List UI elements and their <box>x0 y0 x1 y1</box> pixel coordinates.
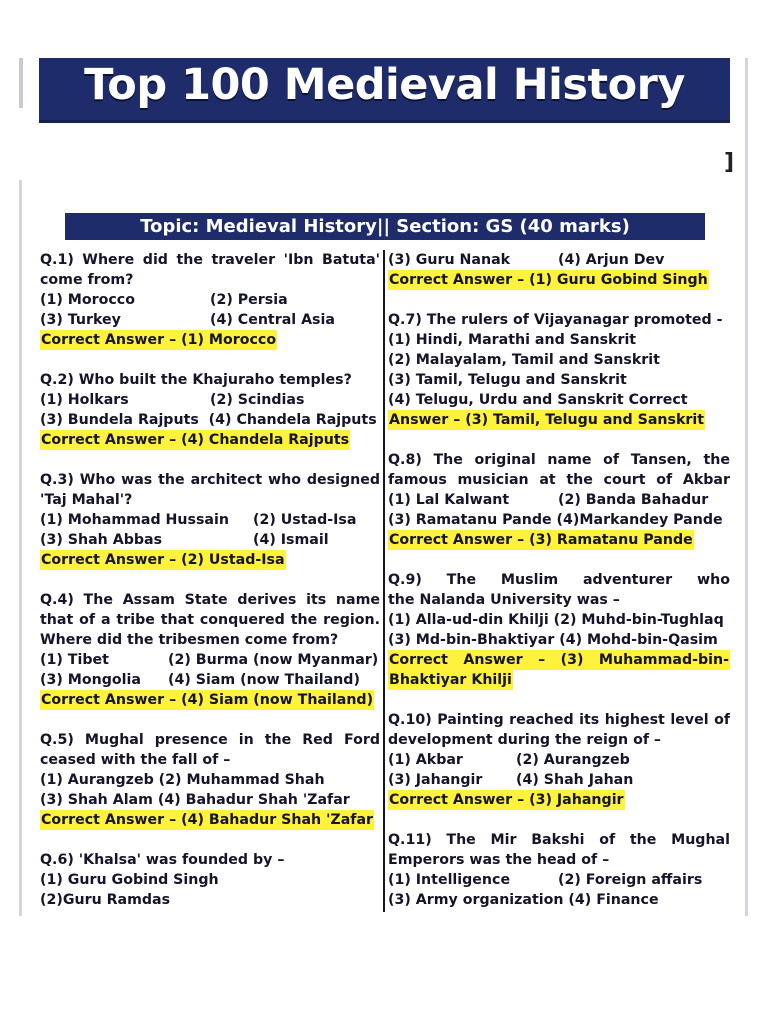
q1-options-row1 <box>40 290 380 310</box>
q10-option-4: (4) Shah Jahan <box>516 772 634 788</box>
q10-options-row2 <box>388 770 730 790</box>
q8-text: Q.8) The original name of Tansen, the <box>388 452 730 468</box>
q11-option-2: (2) Foreign affairs <box>558 872 703 888</box>
q8-options-row1 <box>388 490 730 510</box>
q11-options-row1 <box>388 870 730 890</box>
q7-option-2: (2) Malayalam, Tamil and Sanskrit <box>388 352 660 368</box>
q5-answer: Correct Answer – (4) Bahadur Shah 'Zafar <box>41 812 374 828</box>
q4-text-cont2: Where did the tribesmen come from? <box>40 632 339 648</box>
page-edge-right <box>745 58 748 916</box>
q6-option-3: (3) Guru Nanak <box>388 252 511 268</box>
q10-option-2: (2) Aurangzeb <box>516 752 630 768</box>
title-banner <box>39 58 730 123</box>
q1-answer-row <box>40 330 380 350</box>
q8-answer: Correct Answer – (3) Ramatanu Pande <box>389 532 693 548</box>
q3-option-3: (3) Shah Abbas <box>40 532 163 548</box>
q7-answer: Answer – (3) Tamil, Telugu and Sanskrit <box>389 412 705 428</box>
q4-option-3: (3) Mongolia <box>40 672 141 688</box>
q6-answer-row <box>388 270 730 290</box>
q5-options-row1: (1) Aurangzeb (2) Muhammad Shah <box>40 772 325 788</box>
question-content <box>38 250 730 914</box>
q1-option-1: (1) Morocco <box>40 292 135 308</box>
q4-answer-row <box>40 690 380 710</box>
q4-option-2: (2) Burma (now Myanmar) <box>168 652 379 668</box>
q9-answer-cont: Bhaktiyar Khilji <box>389 672 512 688</box>
q5-text: Q.5) Mughal presence in the Red Ford <box>40 732 380 748</box>
q11-text: Q.11) The Mir Bakshi of the Mughal <box>388 832 730 848</box>
q10-option-1: (1) Akbar <box>388 752 463 768</box>
q7-option-4: (4) Telugu, Urdu and Sanskrit Correct <box>388 392 688 408</box>
q1-options-row2 <box>40 310 380 330</box>
q6-text: Q.6) 'Khalsa' was founded by – <box>40 852 285 868</box>
q6-option-1: (1) Guru Gobind Singh <box>40 872 219 888</box>
q10-options-row1 <box>388 750 730 770</box>
q9-options-row1: (1) Alla-ud-din Khilji (2) Muhd-bin-Tughlaq <box>388 612 724 628</box>
q1-option-4: (4) Central Asia <box>210 312 335 328</box>
q11-options-row2: (3) Army organization (4) Finance <box>388 892 659 908</box>
q6-option-4: (4) Arjun Dev <box>558 252 665 268</box>
q3-text-cont: 'Taj Mahal'? <box>40 492 133 508</box>
q9-answer-row2 <box>388 670 730 690</box>
q6-option-2: (2)Guru Ramdas <box>40 892 171 908</box>
stray-mark: ] <box>724 150 735 175</box>
q4-option-4: (4) Siam (now Thailand) <box>168 672 360 688</box>
q3-answer-row <box>40 550 380 570</box>
page-edge-left-lower <box>19 180 22 916</box>
q7-option-1: (1) Hindi, Marathi and Sanskrit <box>388 332 637 348</box>
q7-answer-row <box>388 410 730 430</box>
q4-text-cont: that of a tribe that conquered the region. <box>40 612 380 628</box>
q10-answer-row <box>388 790 730 810</box>
page-title: Top 100 Medieval History <box>84 60 685 110</box>
q2-answer: Correct Answer – (4) Chandela Rajputs <box>41 432 350 448</box>
q11-text-cont: Emperors was the head of – <box>388 852 610 868</box>
q5-text-cont: ceased with the fall of – <box>40 752 231 768</box>
q2-text: Q.2) Who built the Khajuraho temples? <box>40 372 352 388</box>
q9-answer: Correct Answer – (3) Muhammad-bin- <box>389 652 729 668</box>
q1-text-cont: come from? <box>40 272 134 288</box>
q4-text: Q.4) The Assam State derives its name <box>40 592 380 608</box>
q8-options-row2: (3) Ramatanu Pande (4)Markandey Pande <box>388 512 723 528</box>
q11-option-1: (1) Intelligence <box>388 872 511 888</box>
q7-option-3: (3) Tamil, Telugu and Sanskrit <box>388 372 627 388</box>
q2-options-row1 <box>40 390 380 410</box>
q5-options-row2: (3) Shah Alam (4) Bahadur Shah 'Zafar <box>40 792 350 808</box>
page-edge-left <box>19 58 23 108</box>
q9-text: Q.9) The Muslim adventurer who <box>388 572 730 588</box>
q6-options-row2 <box>388 250 730 270</box>
q3-options-row1 <box>40 510 380 530</box>
q4-options-row1 <box>40 650 380 670</box>
q2-option-2: (2) Scindias <box>210 392 305 408</box>
q10-text: Q.10) Painting reached its highest level of <box>388 712 730 728</box>
q1-option-2: (2) Persia <box>210 292 288 308</box>
q3-answer: Correct Answer – (2) Ustad-Isa <box>41 552 285 568</box>
column-divider <box>383 250 385 912</box>
q3-options-row2 <box>40 530 380 550</box>
q8-option-1: (1) Lal Kalwant <box>388 492 510 508</box>
q2-answer-row <box>40 430 380 450</box>
q3-text: Q.3) Who was the architect who designed <box>40 472 380 488</box>
q3-option-4: (4) Ismail <box>253 532 329 548</box>
q2-option-1: (1) Holkars <box>40 392 129 408</box>
topic-bar: Topic: Medieval History|| Section: GS (40 marks) <box>65 213 705 240</box>
left-column <box>40 250 380 910</box>
right-column <box>388 250 730 910</box>
q3-option-1: (1) Mohammad Hussain <box>40 512 229 528</box>
q4-options-row2 <box>40 670 380 690</box>
q1-option-3: (3) Turkey <box>40 312 121 328</box>
q10-text-cont: development during the reign of – <box>388 732 662 748</box>
q10-answer: Correct Answer – (3) Jahangir <box>389 792 624 808</box>
q8-option-2: (2) Banda Bahadur <box>558 492 709 508</box>
q4-answer: Correct Answer – (4) Siam (now Thailand) <box>41 692 374 708</box>
q1-answer: Correct Answer – (1) Morocco <box>41 332 277 348</box>
q3-option-2: (2) Ustad-Isa <box>253 512 357 528</box>
q2-options-row2: (3) Bundela Rajputs (4) Chandela Rajputs <box>40 412 377 428</box>
q8-answer-row <box>388 530 730 550</box>
q4-option-1: (1) Tibet <box>40 652 109 668</box>
q9-options-row2: (3) Md-bin-Bhaktiyar (4) Mohd-bin-Qasim <box>388 632 718 648</box>
q7-text: Q.7) The rulers of Vijayanagar promoted - <box>388 312 723 328</box>
q8-text-cont: famous musician at the court of Akbar <box>388 472 730 488</box>
q10-option-3: (3) Jahangir <box>388 772 483 788</box>
q5-answer-row <box>40 810 380 830</box>
q1-text: Q.1) Where did the traveler 'Ibn Batuta' <box>40 252 380 268</box>
q6-answer: Correct Answer – (1) Guru Gobind Singh <box>389 272 708 288</box>
q9-text-cont: the Nalanda University was – <box>388 592 620 608</box>
